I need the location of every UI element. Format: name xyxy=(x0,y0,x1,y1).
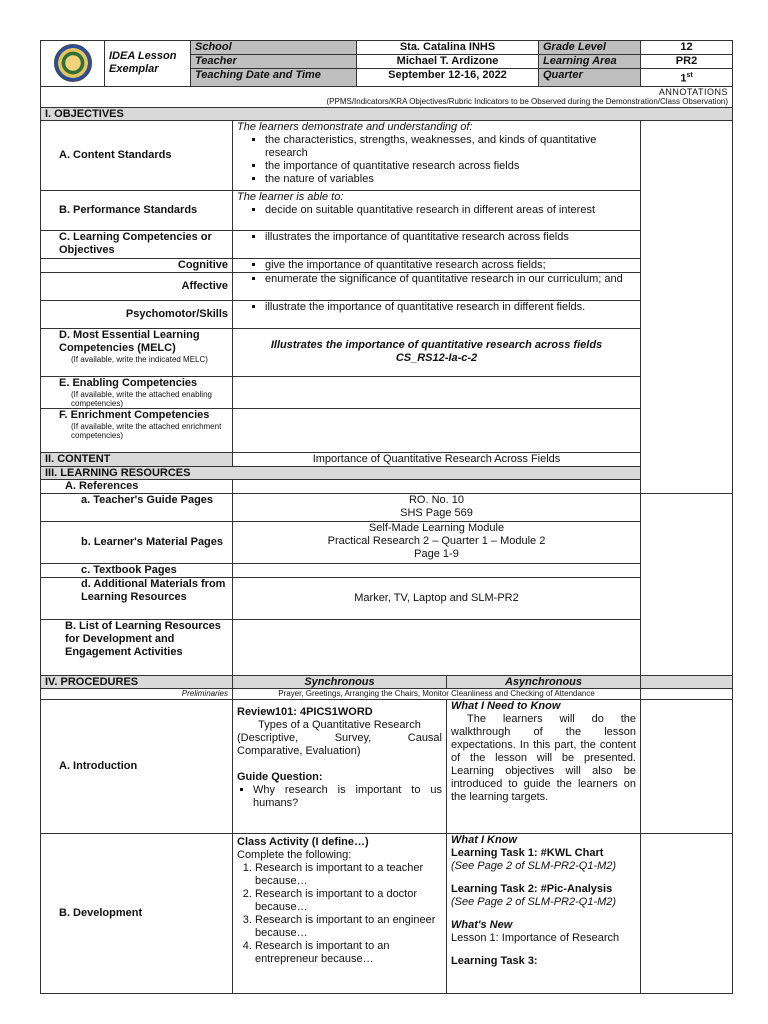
learners-material-label: b. Learner's Material Pages xyxy=(41,521,233,563)
references-label: A. References xyxy=(41,479,233,493)
psychomotor-list xyxy=(237,301,636,314)
school-label: School xyxy=(191,41,357,55)
learners-material-line: Self-Made Learning Module xyxy=(368,521,505,534)
teachers-guide-line: SHS Page 569 xyxy=(400,506,473,519)
development-annotation xyxy=(641,833,733,993)
enrichment-label: F. Enrichment Competencies xyxy=(59,408,210,421)
review-types: (Descriptive, Survey, Causal Comparative, Evaluation) xyxy=(237,731,442,757)
review-subtitle: Types of a Quantitative Research xyxy=(258,718,421,731)
list-item: 3. Research is important to an engineer because… xyxy=(255,914,442,940)
review-title: Review101: 4PICS1WORD xyxy=(237,705,373,718)
performance-standards-label: B. Performance Standards xyxy=(41,190,233,230)
grade-value: 12 xyxy=(641,41,733,55)
annotations-header xyxy=(41,87,733,108)
introduction-async-cell xyxy=(447,699,641,833)
deped-seal-icon xyxy=(54,44,92,82)
list-item: ▪ the nature of variables xyxy=(265,173,636,186)
learners-material-line: Practical Research 2 – Quarter 1 – Module 2 xyxy=(327,534,546,547)
area-label: Learning Area xyxy=(539,55,641,69)
resources-list-cell xyxy=(233,619,641,675)
learning-task-2: Learning Task 2: #Pic-Analysis xyxy=(451,882,613,895)
class-activity-title: Class Activity (I define…) xyxy=(237,835,369,848)
psychomotor-label: Psychomotor/Skills xyxy=(41,300,233,328)
section-procedures: IV. PROCEDURES xyxy=(41,675,233,688)
annotations-column xyxy=(641,120,733,493)
enrichment-cell xyxy=(233,408,641,452)
what-i-need-to-know-title: What I Need to Know xyxy=(451,699,561,712)
development-sync-cell xyxy=(233,833,447,993)
whats-new-text: Lesson 1: Importance of Research xyxy=(451,931,620,944)
teacher-label: Teacher xyxy=(191,55,357,69)
what-i-need-to-know-text: The learners will do the walkthrough of the lesson expectations. In this part, the content of the lesson will be presented. Learning objectives will also be introduced to guide the learners on the learning targets. xyxy=(451,712,636,803)
performance-standards-list xyxy=(237,204,636,217)
quarter-value: 1st xyxy=(641,69,733,87)
textbook-pages-cell xyxy=(233,563,641,577)
list-item: ▪ Why research is important to us humans? xyxy=(253,784,442,810)
additional-materials-label: d. Additional Materials from Learning Resources xyxy=(41,577,233,619)
development-async-cell xyxy=(447,833,641,993)
textbook-pages-label: c. Textbook Pages xyxy=(41,563,233,577)
list-item: ▪ decide on suitable quantitative research in different areas of interest xyxy=(265,204,636,217)
section-content: II. CONTENT xyxy=(41,452,233,466)
header-table xyxy=(40,40,733,87)
list-item: ▪ the importance of quantitative research across fields xyxy=(265,160,636,173)
guide-question-title: Guide Question: xyxy=(237,770,323,783)
development-label: B. Development xyxy=(41,833,233,993)
learning-task-1: Learning Task 1: #KWL Chart xyxy=(451,846,604,859)
learning-task-1-ref: (See Page 2 of SLM-PR2-Q1-M2) xyxy=(451,859,617,872)
introduction-label: A. Introduction xyxy=(41,699,233,833)
school-value: Sta. Catalina INHS xyxy=(357,41,539,55)
learning-task-3: Learning Task 3: xyxy=(451,954,538,967)
cognitive-label: Cognitive xyxy=(41,258,233,272)
guide-question-list xyxy=(237,784,442,810)
content-standards-list xyxy=(237,134,636,186)
learning-competencies-list xyxy=(237,231,636,244)
references-cell xyxy=(233,479,641,493)
melc-cell xyxy=(233,328,641,376)
introduction-sync-cell xyxy=(233,699,447,833)
list-item: ▪ the characteristics, strengths, weaknesses, and kinds of quantitative research xyxy=(265,134,636,160)
melc-note: (If available, write the indicated MELC) xyxy=(71,354,208,364)
melc-label-cell xyxy=(41,328,233,376)
list-item: ▪ illustrate the importance of quantitative research in different fields. xyxy=(265,301,636,314)
list-item: ▪ give the importance of quantitative research across fields; xyxy=(265,259,636,272)
teachers-guide-cell xyxy=(233,493,641,521)
affective-list xyxy=(237,273,636,286)
quarter-label: Quarter xyxy=(539,69,641,87)
teacher-value: Michael T. Ardizone xyxy=(357,55,539,69)
section-objectives: I. OBJECTIVES xyxy=(41,107,733,120)
learning-competencies-label: C. Learning Competencies or Objectives xyxy=(41,230,233,258)
asynchronous-header: Asynchronous xyxy=(447,675,641,688)
annotations-title: ANNOTATIONS xyxy=(658,86,729,97)
performance-standards-cell xyxy=(233,190,641,230)
melc-label: D. Most Essential Learning Competencies (MELC) xyxy=(59,328,200,354)
content-standards-cell xyxy=(233,120,641,190)
list-item: ▪ enumerate the significance of quantitative research in our curriculum; and xyxy=(265,273,636,286)
lesson-exemplar-page xyxy=(40,40,732,994)
list-item: 1. Research is important to a teacher because… xyxy=(255,862,442,888)
date-value: September 12-16, 2022 xyxy=(357,69,539,87)
learning-competencies-cell xyxy=(233,230,641,258)
preliminaries-value: Prayer, Greetings, Arranging the Chairs, Monitor Cleanliness and Checking of Attendance xyxy=(233,688,641,699)
enrichment-label-cell xyxy=(41,408,233,452)
content-standards-intro: The learners demonstrate and understanding of: xyxy=(237,120,473,133)
class-activity-list xyxy=(237,862,442,966)
whats-new-title: What's New xyxy=(451,918,513,931)
school-seal-cell xyxy=(41,41,105,87)
content-value: Importance of Quantitative Research Across Fields xyxy=(233,452,641,466)
performance-standards-intro: The learner is able to: xyxy=(237,190,344,203)
procedures-annotation-header xyxy=(641,675,733,688)
enabling-label: E. Enabling Competencies xyxy=(59,376,198,389)
date-label: Teaching Date and Time xyxy=(191,69,357,87)
list-item: 4. Research is important to an entrepreneur because… xyxy=(255,940,442,966)
additional-materials-value: Marker, TV, Laptop and SLM-PR2 xyxy=(233,577,641,619)
melc-code: CS_RS12-Ia-c-2 xyxy=(395,352,478,365)
enabling-cell xyxy=(233,376,641,408)
cognitive-cell xyxy=(233,258,641,272)
affective-label: Affective xyxy=(41,272,233,300)
what-i-know-title: What I Know xyxy=(451,833,517,846)
grade-label: Grade Level xyxy=(539,41,641,55)
melc-text: Illustrates the importance of quantitative research across fields xyxy=(270,339,603,352)
learning-task-2-ref: (See Page 2 of SLM-PR2-Q1-M2) xyxy=(451,895,617,908)
cognitive-list xyxy=(237,259,636,272)
annotations-column-resources xyxy=(641,493,733,675)
lesson-body-table xyxy=(40,87,733,994)
psychomotor-cell xyxy=(233,300,641,328)
enabling-note: (If available, write the attached enabling competencies) xyxy=(71,389,212,408)
list-item: 2. Research is important to a doctor because… xyxy=(255,888,442,914)
list-item: ▪ illustrates the importance of quantitative research across fields xyxy=(265,231,636,244)
resources-list-label: B. List of Learning Resources for Development and Engagement Activities xyxy=(41,619,233,675)
enrichment-note: (If available, write the attached enrichment competencies) xyxy=(71,421,222,440)
class-activity-intro: Complete the following: xyxy=(237,848,352,861)
preliminaries-annotation xyxy=(641,688,733,699)
synchronous-header: Synchronous xyxy=(233,675,447,688)
teachers-guide-label: a. Teacher's Guide Pages xyxy=(41,493,233,521)
content-standards-label: A. Content Standards xyxy=(41,120,233,190)
exemplar-title: IDEA Lesson Exemplar xyxy=(105,41,191,87)
affective-cell xyxy=(233,272,641,300)
learners-material-line: Page 1-9 xyxy=(414,547,459,560)
section-learning-resources: III. LEARNING RESOURCES xyxy=(41,466,641,479)
area-value: PR2 xyxy=(641,55,733,69)
enabling-label-cell xyxy=(41,376,233,408)
introduction-annotation xyxy=(641,699,733,833)
teachers-guide-line: RO. No. 10 xyxy=(408,493,465,506)
learners-material-cell xyxy=(233,521,641,563)
annotations-note: (PPMS/Indicators/KRA Objectives/Rubric Indicators to be Observed during the Demonstration/Class Observation) xyxy=(326,96,729,106)
preliminaries-label: Preliminaries xyxy=(41,688,233,699)
